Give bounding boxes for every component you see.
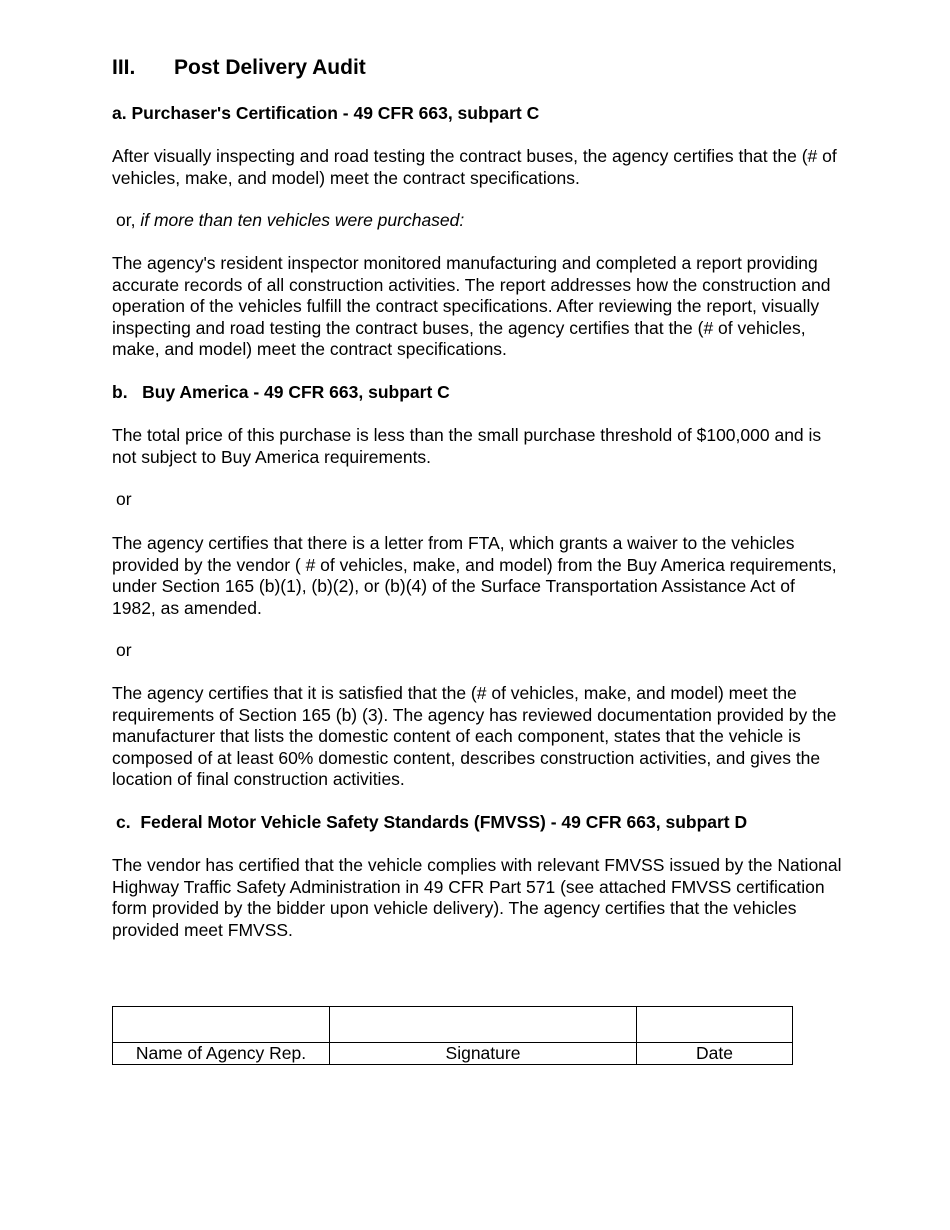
purchaser-certification-heading: a. Purchaser's Certification - 49 CFR 663, subpart C [112,103,540,123]
signature-label: Signature [330,1043,637,1065]
or-prefix: or, [116,210,141,230]
signature-entry-row [113,1007,793,1043]
or-separator-1: or [116,489,132,509]
section-number: III. [112,56,136,79]
small-purchase-paragraph: The total price of this purchase is less than the small purchase threshold of $100,000 and is not subject to Buy America requirements. [112,425,822,467]
or-more-than-ten-line [116,210,464,232]
agency-rep-name-label: Name of Agency Rep. [113,1043,330,1065]
buy-america-heading: b. Buy America - 49 CFR 663, subpart C [112,382,450,402]
fmvss-paragraph: The vendor has certified that the vehicle complies with relevant FMVSS issued by the National Highway Traffic Safety Administration in 49 CFR Part 571 (see attached FMVSS certification form provided by the bidder upon vehicle delivery). The agency certifies that the vehicles provided meet FMVSS. [112,855,842,940]
domestic-content-paragraph: The agency certifies that it is satisfied that the (# of vehicles, make, and model) meet the requirements of Section 165 (b) (3). The agency has reviewed documentation provided by the manufacturer that lists the domestic content of each component, states that the vehicle is composed of at least 60% domestic content, describes construction activities, and gives the location of final construction activities. [112,683,837,789]
agency-rep-name-field[interactable] [113,1007,330,1043]
or-condition-italic: if more than ten vehicles were purchased: [140,210,465,230]
fta-waiver-paragraph: The agency certifies that there is a letter from FTA, which grants a waiver to the vehicles provided by the vendor ( # of vehicles, make, and model) from the Buy America requirements, under Section 165 (b)(1), (b)(2), or (b)(4) of the Surface Transportation Assistance Act of 1982, as amended. [112,533,837,618]
section-heading [112,56,366,80]
date-label: Date [637,1043,793,1065]
or-separator-2: or [116,640,132,660]
date-field[interactable] [637,1007,793,1043]
resident-inspector-paragraph: The agency's resident inspector monitored manufacturing and completed a report providing accurate records of all construction activities. The report addresses how the construction and operation of the vehicles fulfill the contract specifications. After reviewing the report, visually inspecting and road testing the contract buses, the agency certifies that the (# of vehicles, make, and model) meet the contract specifications. [112,253,831,359]
section-title: Post Delivery Audit [174,56,366,79]
signature-label-row [113,1043,793,1065]
fmvss-heading: c. Federal Motor Vehicle Safety Standards (FMVSS) - 49 CFR 663, subpart D [116,812,748,832]
signature-field[interactable] [330,1007,637,1043]
purchaser-certification-paragraph: After visually inspecting and road testing the contract buses, the agency certifies that the (# of vehicles, make, and model) meet the contract specifications. [112,146,837,188]
signature-table [112,1006,793,1065]
